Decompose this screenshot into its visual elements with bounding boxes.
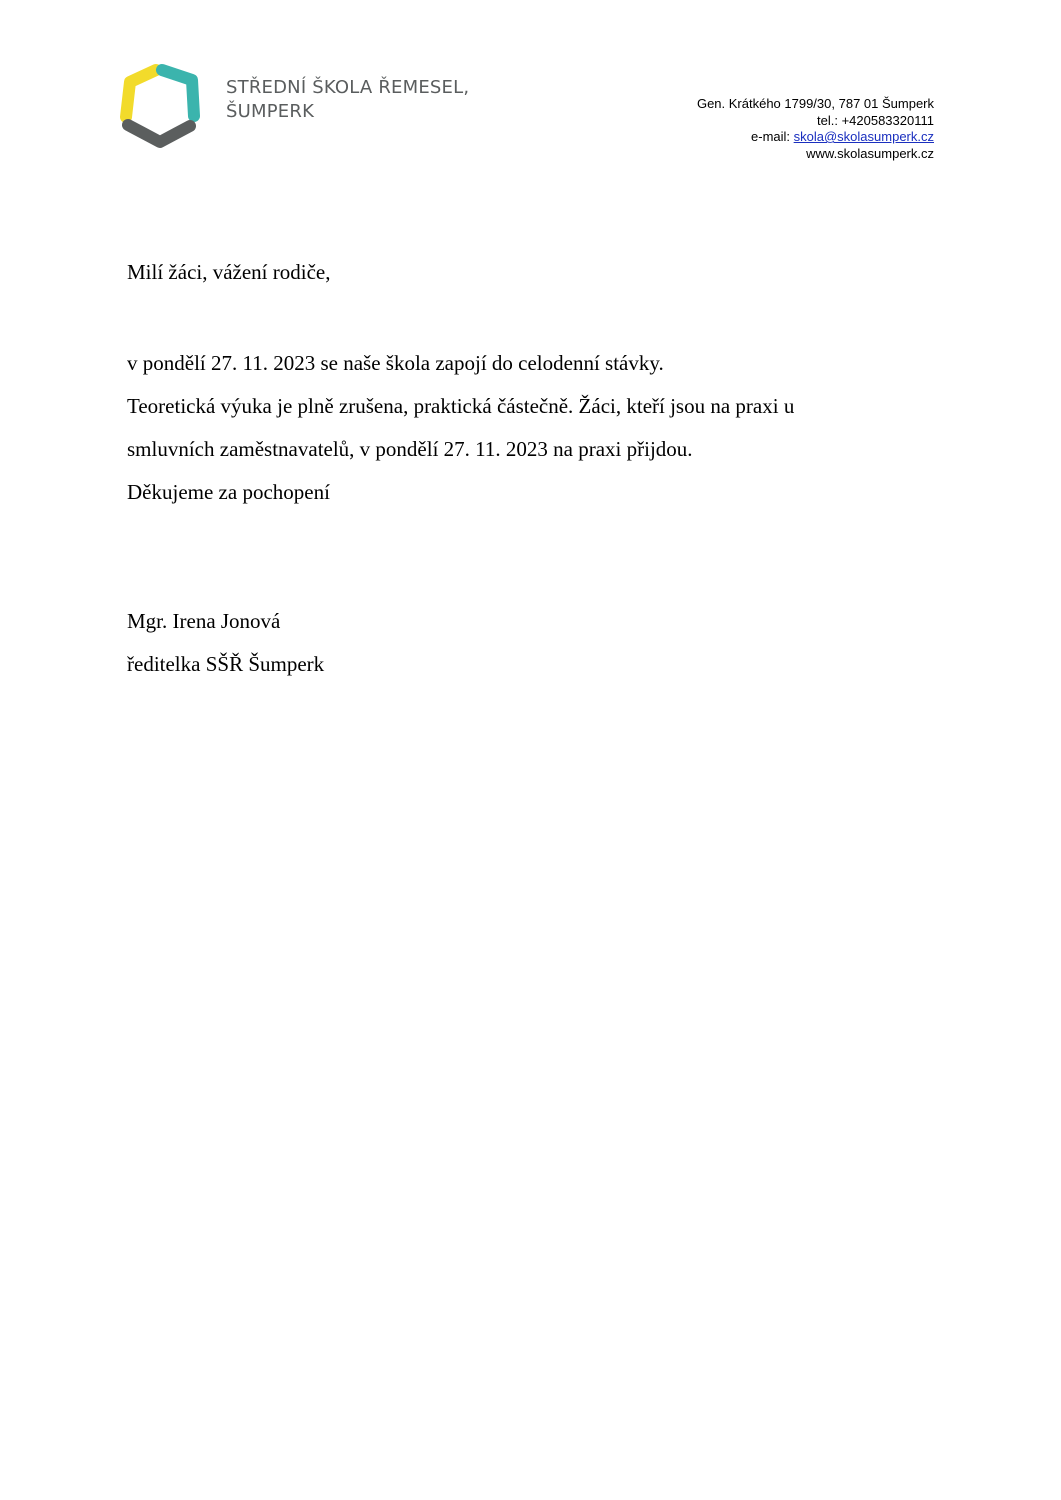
- contact-website: www.skolasumperk.cz: [806, 145, 934, 161]
- school-name-line1: STŘEDNÍ ŠKOLA ŘEMESEL,: [226, 77, 470, 98]
- letter-line: Děkujeme za pochopení: [127, 480, 330, 504]
- salutation: Milí žáci, vážení rodiče,: [127, 260, 331, 284]
- signature-name: Mgr. Irena Jonová: [127, 609, 281, 633]
- school-logo-icon: [116, 62, 202, 150]
- contact-email-link[interactable]: skola@skolasumperk.cz: [793, 129, 934, 144]
- contact-phone: tel.: +420583320111: [817, 112, 934, 128]
- letter-paragraph: [127, 342, 947, 514]
- school-name: [226, 76, 469, 124]
- contact-email-row: [697, 129, 934, 146]
- contact-block: [697, 96, 934, 162]
- contact-address: Gen. Krátkého 1799/30, 787 01 Šumperk: [696, 96, 934, 111]
- letter-line: Teoretická výuka je plně zrušena, praktická částečně. Žáci, kteří jsou na praxi u: [127, 394, 795, 418]
- contact-email-label: e-mail:: [751, 129, 794, 144]
- letter-line: v pondělí 27. 11. 2023 se naše škola zapojí do celodenní stávky.: [127, 351, 664, 375]
- signature-title: ředitelka SŠŘ Šumperk: [127, 652, 325, 676]
- school-name-line2: ŠUMPERK: [226, 101, 315, 122]
- signature-block: [127, 600, 947, 686]
- letter-line: smluvních zaměstnavatelů, v pondělí 27. 11. 2023 na praxi přijdou.: [127, 437, 693, 461]
